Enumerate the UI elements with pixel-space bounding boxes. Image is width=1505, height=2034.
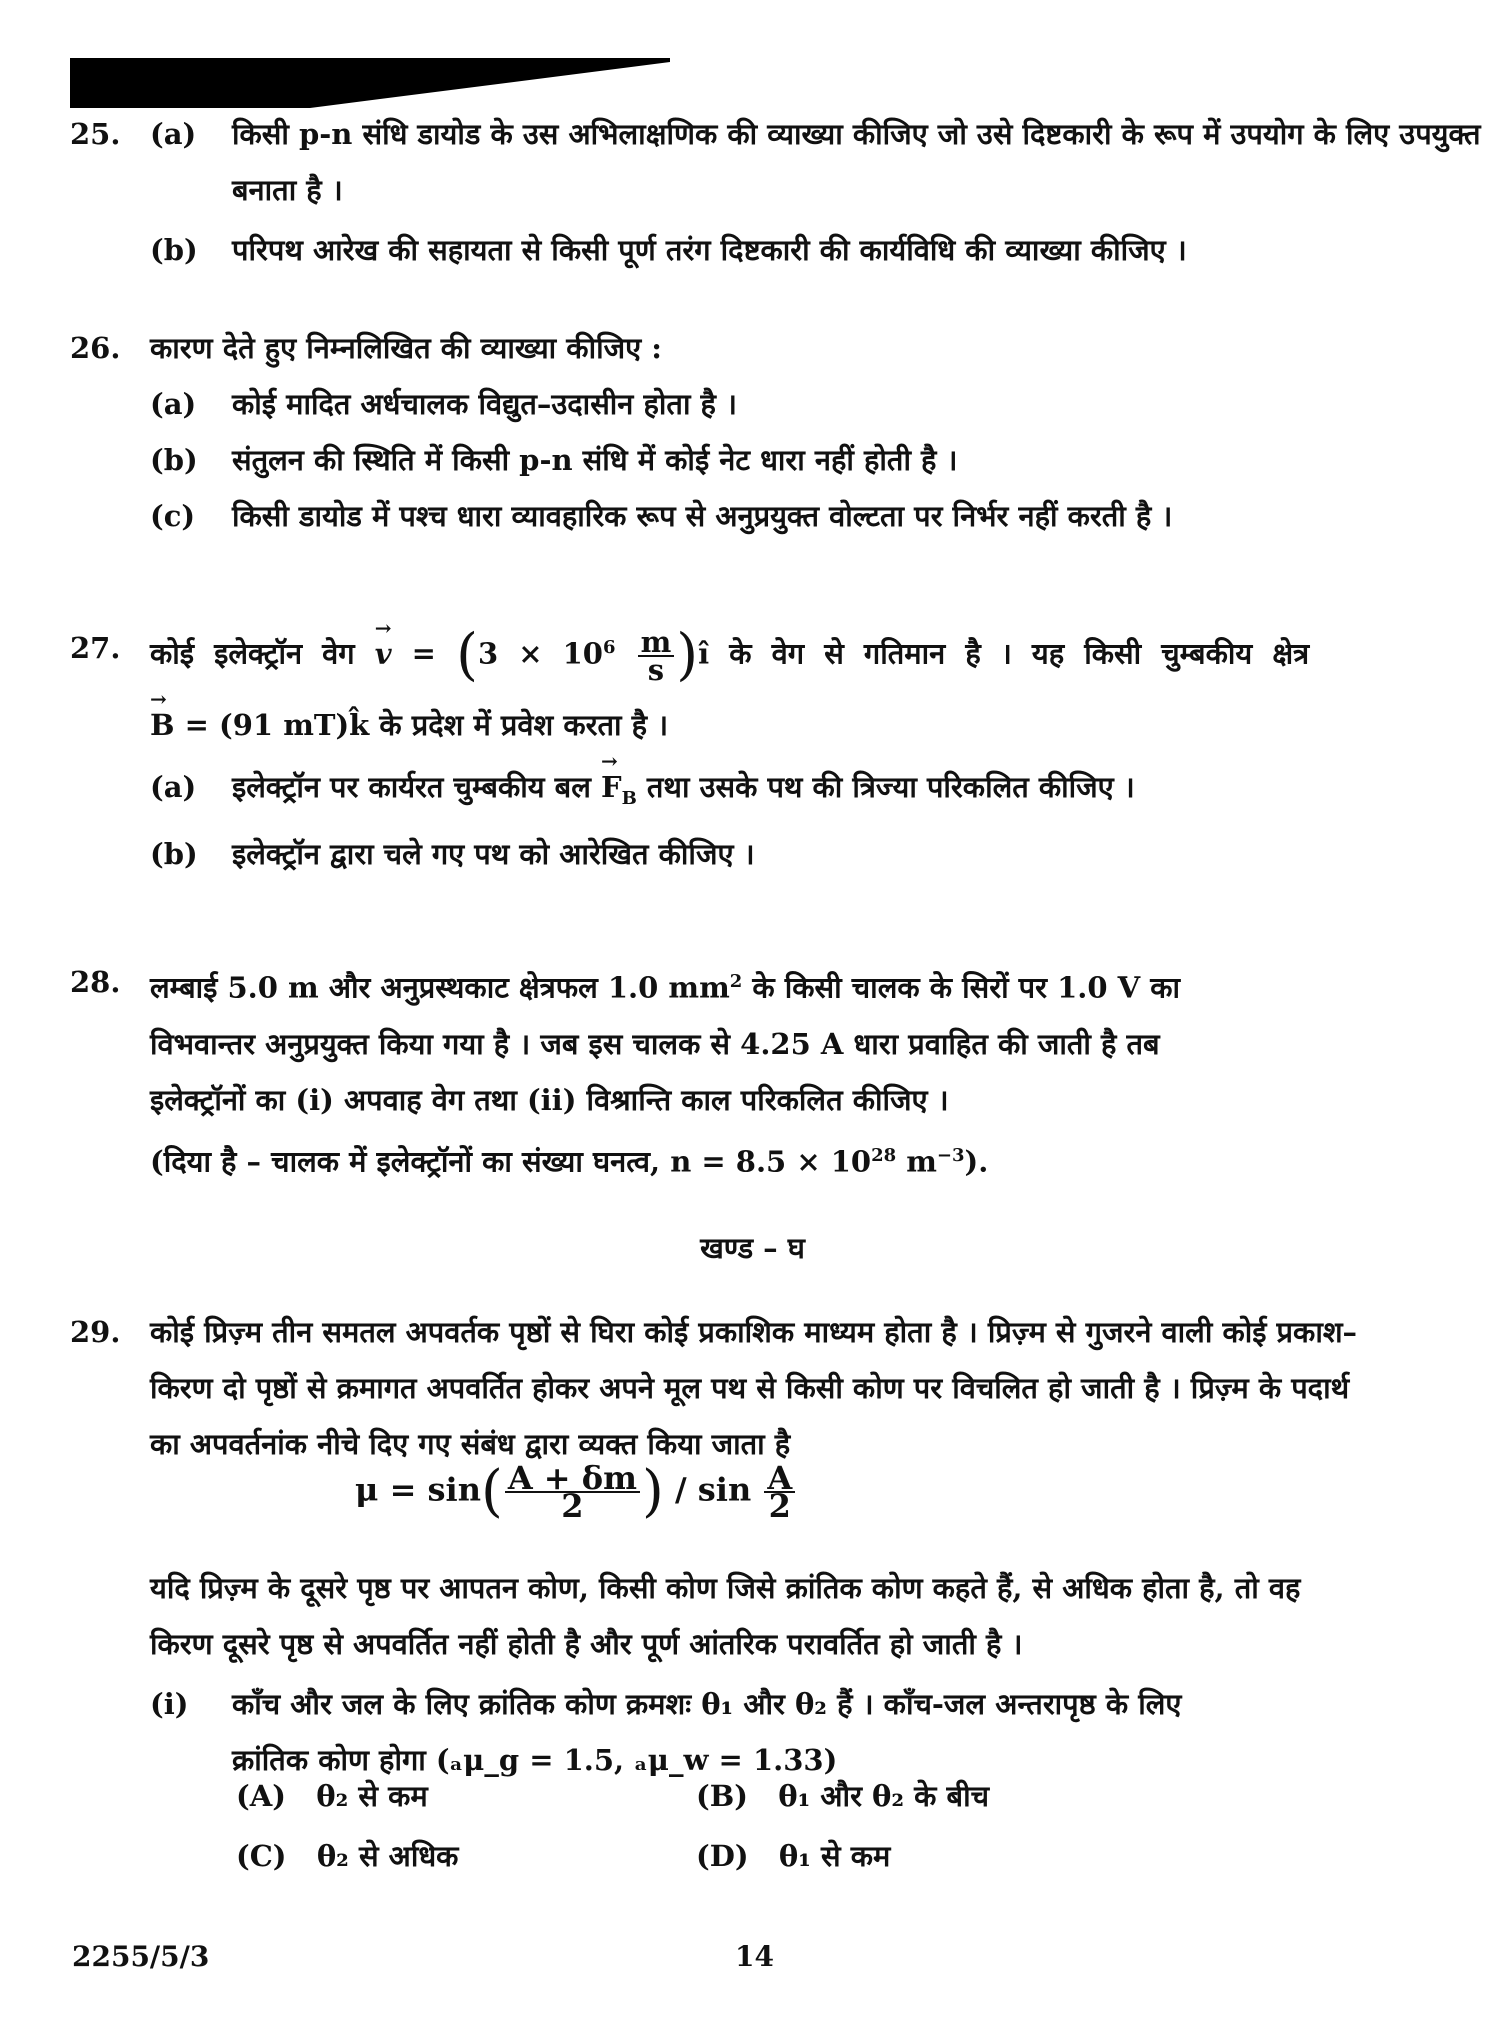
part-text: कोई मादित अर्धचालक विद्युत–उदासीन होता है ।	[232, 387, 738, 421]
question-29-cont	[70, 1560, 1370, 1788]
part-label: (a)	[150, 387, 197, 421]
part-label: (b)	[150, 443, 198, 477]
question-25	[70, 106, 1481, 278]
question-line-3: इलेक्ट्रॉनों का (i) अपवाह वेग तथा (ii) विश्रान्ति काल परिकलित कीजिए ।	[150, 1082, 949, 1117]
question-line-2: विभवान्तर अनुप्रयुक्त किया गया है । जब इस चालक से 4.25 A धारा प्रवाहित की जाती है तब	[150, 1026, 1160, 1061]
given-data: (दिया है – चालक में इलेक्ट्रॉनों का संख्या घनत्व, $n = 8.5 \times 10^{28}$ $m^{-3}$).	[150, 1144, 989, 1179]
question-number: 28.	[70, 965, 121, 999]
refractive-index-formula: μ = sin( $\frac{A + \delta m}{2}$ ) / sin $\frac{A}{2}$	[355, 1465, 797, 1519]
question-number: 29.	[70, 1315, 121, 1349]
part-label: (b)	[150, 837, 198, 872]
velocity-exponent: 6	[602, 637, 616, 658]
question-intro: कारण देते हुए निम्नलिखित की व्याख्या कीजिए :	[150, 331, 662, 365]
unit-vector-i: î	[698, 636, 710, 671]
force-subscript: B	[621, 787, 637, 809]
part-label: (a)	[150, 769, 197, 804]
question-27-part-b	[150, 826, 1370, 882]
question-number: 27.	[70, 631, 121, 665]
part-text-cont: तथा उसके पथ की त्रिज्या परिकलित कीजिए ।	[646, 769, 1135, 804]
question-25-part-a	[150, 106, 1502, 218]
part-label: (c)	[150, 499, 196, 533]
question-number: 26.	[70, 331, 121, 365]
field-symbol: → B	[150, 697, 175, 753]
force-symbol: → F	[601, 759, 622, 815]
part-text: किसी p-n संधि डायोड के उस अभिलाक्षणिक की व्याख्या कीजिए जो उसे दिष्टकारी के रूप में उपयोग के लिए उपयुक्त बनाता है ।	[232, 117, 1481, 207]
question-26	[70, 320, 1370, 544]
option-a[interactable]: (A) θ₂ से कम	[236, 1779, 428, 1813]
question-paragraph-1: कोई प्रिज़्म तीन समतल अपवर्तक पृष्ठों से घिरा कोई प्रकाशिक माध्यम होता है । प्रिज़्म से गुजरने वाली कोई प्रकाश–किरण दो पृष्ठों से क्रमागत अपवर्तित होकर अपने मूल पथ से किसी कोण पर विचलित हो जाती है । प्रिज़्म के पदार्थ का अपवर्तनांक नीचे दिए गए संबंध द्वारा व्यक्त किया जाता है	[150, 1315, 1358, 1461]
question-line-1: लम्बाई 5.0 m और अनुप्रस्थकाट क्षेत्रफल 1.0 $mm^2$ के किसी चालक के सिरों पर 1.0 V का	[150, 970, 1181, 1005]
question-25-part-b	[150, 222, 1370, 278]
part-text: परिपथ आरेख की सहायता से किसी पूर्ण तरंग दिष्टकारी की कार्यविधि की व्याख्या कीजिए ।	[232, 233, 1187, 267]
part-text: इलेक्ट्रॉन द्वारा चले गए पथ को आरेखित कीजिए ।	[232, 837, 755, 872]
option-d[interactable]: (D) θ₁ से कम	[696, 1839, 891, 1873]
part-text: किसी डायोड में पश्च धारा व्यावहारिक रूप से अनुप्रयुक्त वोल्टता पर निर्भर नहीं करती है ।	[232, 499, 1173, 533]
unit-fraction: $\frac{m}{s}$	[638, 629, 675, 683]
question-29-part-i	[150, 1676, 1370, 1788]
question-paragraph-2: यदि प्रिज़्म के दूसरे पृष्ठ पर आपतन कोण, किसी कोण जिसे क्रांतिक कोण कहते हैं, से अधिक होता है, तो वह किरण दूसरे पृष्ठ से अपवर्तित नहीं होती है और पूर्ण आंतरिक परावर्तित हो जाती है ।	[150, 1571, 1301, 1661]
velocity-symbol: → v	[375, 626, 392, 682]
question-26-part-c	[150, 488, 1370, 544]
velocity-coefficient: 3 × 10	[477, 636, 603, 671]
field-value: = (91 mT)k̂	[184, 707, 370, 742]
question-number: 25.	[70, 117, 121, 151]
question-text-cont: के वेग से गतिमान है । यह किसी चुम्बकीय क्षेत्र	[729, 636, 1310, 671]
part-text-line-2: क्रांतिक कोण होगा (ₐμ_g = 1.5, ₐμ_w = 1.33)	[232, 1743, 838, 1777]
part-text-line-1: काँच और जल के लिए क्रांतिक कोण क्रमशः θ₁ और θ₂ हैं । काँच-जल अन्तरापृष्ठ के लिए	[232, 1687, 1182, 1721]
part-label: (i)	[150, 1687, 189, 1721]
option-b[interactable]: (B) θ₁ और θ₂ के बीच	[696, 1779, 990, 1813]
question-text: कोई इलेक्ट्रॉन वेग	[150, 636, 355, 671]
question-26-part-a	[150, 376, 1370, 432]
redaction-bar	[70, 58, 670, 108]
question-27-part-a	[150, 759, 1370, 827]
part-text: इलेक्ट्रॉन पर कार्यरत चुम्बकीय बल	[232, 769, 591, 804]
part-label: (b)	[150, 233, 198, 267]
question-28	[70, 954, 1370, 1189]
option-c[interactable]: (C) θ₂ से अधिक	[236, 1839, 459, 1873]
question-29	[70, 1304, 1370, 1472]
question-26-part-b	[150, 432, 1370, 488]
part-label: (a)	[150, 117, 197, 151]
paper-code: 2255/5/3	[72, 1940, 210, 1973]
question-27: 27. कोई इलेक्ट्रॉन वेग → $v = (3 \times 10^6$ $\frac{m}{s}$ )î के वेग से गतिमान है । यह किसी चुम्बकीय क्षेत्र → B = (91 mT)k̂ के प्रदेश में प्रवेश करता है । (a) इलेक्ट्रॉन पर कार्यरत चुम्बकीय बल → $F_B$ तथा उसके पथ की त्रिज्या परिकलित कीजिए । (b) इलेक्ट्रॉन द्वारा चले गए पथ को आरेखित कीजिए ।	[70, 620, 1370, 882]
page-number: 14	[735, 1940, 774, 1973]
question-text-cont: के प्रदेश में प्रवेश करता है ।	[379, 707, 669, 742]
section-heading: खण्ड – घ	[700, 1231, 805, 1265]
part-text: संतुलन की स्थिति में किसी p-n संधि में कोई नेट धारा नहीं होती है ।	[232, 443, 958, 477]
